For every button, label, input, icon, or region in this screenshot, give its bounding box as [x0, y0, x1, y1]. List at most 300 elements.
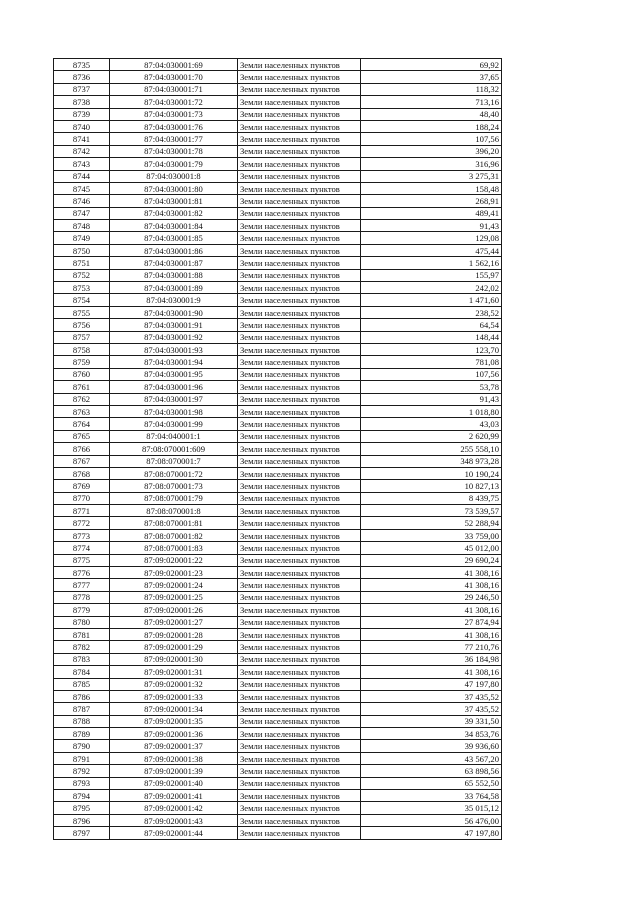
cadastral-number-cell: 87:09:020001:44	[110, 827, 238, 839]
cadastral-number-cell: 87:09:020001:40	[110, 777, 238, 789]
cadastral-value-cell: 69,92	[361, 59, 502, 71]
land-category-cell: Земли населенных пунктов	[238, 641, 361, 653]
cadastral-number-cell: 87:04:030001:72	[110, 96, 238, 108]
land-category-cell: Земли населенных пунктов	[238, 207, 361, 219]
row-number-cell: 8779	[54, 604, 110, 616]
cadastral-value-cell: 64,54	[361, 319, 502, 331]
table-row	[54, 381, 502, 393]
land-category-cell: Земли населенных пунктов	[238, 790, 361, 802]
row-number-cell: 8753	[54, 282, 110, 294]
land-category-cell: Земли населенных пунктов	[238, 616, 361, 628]
table-row	[54, 368, 502, 380]
cadastral-value-cell: 781,08	[361, 356, 502, 368]
cadastral-number-cell: 87:04:030001:98	[110, 405, 238, 417]
cadastral-value-cell: 188,24	[361, 120, 502, 132]
row-number-cell: 8746	[54, 195, 110, 207]
cadastral-number-cell: 87:09:020001:43	[110, 814, 238, 826]
cadastral-number-cell: 87:04:030001:96	[110, 381, 238, 393]
land-category-cell: Земли населенных пунктов	[238, 393, 361, 405]
cadastral-number-cell: 87:09:020001:41	[110, 790, 238, 802]
land-category-cell: Земли населенных пунктов	[238, 628, 361, 640]
table-row	[54, 591, 502, 603]
cadastral-value-cell: 48,40	[361, 108, 502, 120]
cadastral-value-cell: 36 184,98	[361, 653, 502, 665]
row-number-cell: 8749	[54, 232, 110, 244]
cadastral-value-cell: 41 308,16	[361, 666, 502, 678]
cadastral-value-cell: 52 288,94	[361, 517, 502, 529]
cadastral-value-cell: 65 552,50	[361, 777, 502, 789]
row-number-cell: 8751	[54, 257, 110, 269]
cadastral-value-cell: 316,96	[361, 158, 502, 170]
table-body	[54, 59, 502, 840]
table-row	[54, 331, 502, 343]
land-category-cell: Земли населенных пунктов	[238, 690, 361, 702]
table-row	[54, 170, 502, 182]
table-row	[54, 492, 502, 504]
land-category-cell: Земли населенных пунктов	[238, 455, 361, 467]
table-row	[54, 777, 502, 789]
land-category-cell: Земли населенных пунктов	[238, 443, 361, 455]
row-number-cell: 8760	[54, 368, 110, 380]
cadastral-value-cell: 1 471,60	[361, 294, 502, 306]
cadastral-value-cell: 255 558,10	[361, 443, 502, 455]
table-row	[54, 814, 502, 826]
land-category-cell: Земли населенных пунктов	[238, 195, 361, 207]
cadastral-number-cell: 87:04:030001:73	[110, 108, 238, 120]
table-row	[54, 480, 502, 492]
land-category-cell: Земли населенных пунктов	[238, 368, 361, 380]
land-category-cell: Земли населенных пунктов	[238, 170, 361, 182]
row-number-cell: 8765	[54, 430, 110, 442]
table-row	[54, 244, 502, 256]
cadastral-number-cell: 87:09:020001:24	[110, 579, 238, 591]
land-category-cell: Земли населенных пунктов	[238, 579, 361, 591]
row-number-cell: 8770	[54, 492, 110, 504]
cadastral-value-cell: 41 308,16	[361, 604, 502, 616]
land-category-cell: Земли населенных пунктов	[238, 71, 361, 83]
cadastral-value-cell: 47 197,80	[361, 827, 502, 839]
cadastral-value-cell: 33 764,58	[361, 790, 502, 802]
row-number-cell: 8781	[54, 628, 110, 640]
cadastral-value-cell: 41 308,16	[361, 567, 502, 579]
cadastral-number-cell: 87:09:020001:37	[110, 740, 238, 752]
cadastral-value-cell: 2 620,99	[361, 430, 502, 442]
table-row	[54, 827, 502, 839]
cadastral-value-cell: 158,48	[361, 182, 502, 194]
land-category-cell: Земли населенных пунктов	[238, 678, 361, 690]
table-row	[54, 443, 502, 455]
table-row	[54, 678, 502, 690]
cadastral-value-cell: 41 308,16	[361, 579, 502, 591]
cadastral-value-cell: 1 562,16	[361, 257, 502, 269]
cadastral-number-cell: 87:04:040001:1	[110, 430, 238, 442]
row-number-cell: 8745	[54, 182, 110, 194]
cadastral-number-cell: 87:04:030001:69	[110, 59, 238, 71]
land-category-cell: Земли населенных пунктов	[238, 83, 361, 95]
cadastral-value-cell: 37,65	[361, 71, 502, 83]
table-row	[54, 529, 502, 541]
cadastral-number-cell: 87:04:030001:76	[110, 120, 238, 132]
table-row	[54, 71, 502, 83]
land-category-cell: Земли населенных пунктов	[238, 381, 361, 393]
cadastral-number-cell: 87:09:020001:38	[110, 752, 238, 764]
land-category-cell: Земли населенных пунктов	[238, 145, 361, 157]
row-number-cell: 8761	[54, 381, 110, 393]
row-number-cell: 8780	[54, 616, 110, 628]
cadastral-value-cell: 238,52	[361, 306, 502, 318]
table-row	[54, 257, 502, 269]
cadastral-value-cell: 10 190,24	[361, 467, 502, 479]
cadastral-value-cell: 348 973,28	[361, 455, 502, 467]
cadastral-number-cell: 87:08:070001:7	[110, 455, 238, 467]
cadastral-number-cell: 87:04:030001:99	[110, 418, 238, 430]
row-number-cell: 8759	[54, 356, 110, 368]
row-number-cell: 8786	[54, 690, 110, 702]
table-row	[54, 319, 502, 331]
row-number-cell: 8778	[54, 591, 110, 603]
cadastral-value-cell: 3 275,31	[361, 170, 502, 182]
table-row	[54, 690, 502, 702]
cadastral-number-cell: 87:09:020001:35	[110, 715, 238, 727]
cadastral-number-cell: 87:08:070001:82	[110, 529, 238, 541]
land-category-cell: Земли населенных пунктов	[238, 715, 361, 727]
cadastral-value-cell: 47 197,80	[361, 678, 502, 690]
table-row	[54, 703, 502, 715]
land-category-cell: Земли населенных пунктов	[238, 542, 361, 554]
land-category-cell: Земли населенных пунктов	[238, 467, 361, 479]
cadastral-number-cell: 87:04:030001:93	[110, 343, 238, 355]
cadastral-value-cell: 107,56	[361, 368, 502, 380]
cadastral-number-cell: 87:09:020001:33	[110, 690, 238, 702]
land-category-cell: Земли населенных пунктов	[238, 108, 361, 120]
table-row	[54, 653, 502, 665]
land-category-cell: Земли населенных пунктов	[238, 343, 361, 355]
cadastral-value-cell: 118,32	[361, 83, 502, 95]
cadastral-number-cell: 87:04:030001:82	[110, 207, 238, 219]
table-row	[54, 752, 502, 764]
cadastral-value-cell: 8 439,75	[361, 492, 502, 504]
cadastral-number-cell: 87:04:030001:9	[110, 294, 238, 306]
cadastral-number-cell: 87:09:020001:39	[110, 765, 238, 777]
cadastral-number-cell: 87:04:030001:87	[110, 257, 238, 269]
cadastral-number-cell: 87:09:020001:27	[110, 616, 238, 628]
land-category-cell: Земли населенных пунктов	[238, 282, 361, 294]
land-category-cell: Земли населенных пунктов	[238, 777, 361, 789]
land-category-cell: Земли населенных пунктов	[238, 567, 361, 579]
row-number-cell: 8797	[54, 827, 110, 839]
land-category-cell: Земли населенных пунктов	[238, 827, 361, 839]
table-row	[54, 59, 502, 71]
cadastral-value-cell: 268,91	[361, 195, 502, 207]
row-number-cell: 8795	[54, 802, 110, 814]
table-row	[54, 418, 502, 430]
row-number-cell: 8782	[54, 641, 110, 653]
table-row	[54, 195, 502, 207]
row-number-cell: 8771	[54, 505, 110, 517]
row-number-cell: 8738	[54, 96, 110, 108]
row-number-cell: 8743	[54, 158, 110, 170]
land-category-cell: Земли населенных пунктов	[238, 120, 361, 132]
cadastral-number-cell: 87:08:070001:72	[110, 467, 238, 479]
cadastral-number-cell: 87:08:070001:81	[110, 517, 238, 529]
cadastral-value-cell: 396,20	[361, 145, 502, 157]
row-number-cell: 8748	[54, 220, 110, 232]
row-number-cell: 8736	[54, 71, 110, 83]
cadastral-number-cell: 87:04:030001:79	[110, 158, 238, 170]
cadastral-number-cell: 87:04:030001:95	[110, 368, 238, 380]
row-number-cell: 8764	[54, 418, 110, 430]
row-number-cell: 8783	[54, 653, 110, 665]
row-number-cell: 8741	[54, 133, 110, 145]
cadastral-value-cell: 63 898,56	[361, 765, 502, 777]
cadastral-value-table	[53, 58, 502, 840]
table-row	[54, 517, 502, 529]
cadastral-number-cell: 87:04:030001:78	[110, 145, 238, 157]
row-number-cell: 8792	[54, 765, 110, 777]
cadastral-number-cell: 87:09:020001:32	[110, 678, 238, 690]
land-category-cell: Земли населенных пунктов	[238, 269, 361, 281]
table-row	[54, 567, 502, 579]
land-category-cell: Земли населенных пунктов	[238, 220, 361, 232]
cadastral-number-cell: 87:04:030001:92	[110, 331, 238, 343]
cadastral-number-cell: 87:09:020001:30	[110, 653, 238, 665]
row-number-cell: 8742	[54, 145, 110, 157]
cadastral-number-cell: 87:09:020001:34	[110, 703, 238, 715]
cadastral-value-cell: 41 308,16	[361, 628, 502, 640]
row-number-cell: 8766	[54, 443, 110, 455]
table-row	[54, 356, 502, 368]
cadastral-number-cell: 87:04:030001:91	[110, 319, 238, 331]
row-number-cell: 8793	[54, 777, 110, 789]
cadastral-number-cell: 87:09:020001:31	[110, 666, 238, 678]
land-category-cell: Земли населенных пунктов	[238, 331, 361, 343]
land-category-cell: Земли населенных пунктов	[238, 133, 361, 145]
cadastral-number-cell: 87:04:030001:84	[110, 220, 238, 232]
table-row	[54, 430, 502, 442]
land-category-cell: Земли населенных пунктов	[238, 492, 361, 504]
cadastral-value-cell: 489,41	[361, 207, 502, 219]
table-row	[54, 83, 502, 95]
table-row	[54, 604, 502, 616]
table-row	[54, 715, 502, 727]
row-number-cell: 8737	[54, 83, 110, 95]
cadastral-number-cell: 87:09:020001:29	[110, 641, 238, 653]
row-number-cell: 8769	[54, 480, 110, 492]
table-row	[54, 666, 502, 678]
row-number-cell: 8752	[54, 269, 110, 281]
cadastral-value-cell: 27 874,94	[361, 616, 502, 628]
row-number-cell: 8757	[54, 331, 110, 343]
land-category-cell: Земли населенных пунктов	[238, 158, 361, 170]
land-category-cell: Земли населенных пунктов	[238, 257, 361, 269]
table-row	[54, 616, 502, 628]
cadastral-number-cell: 87:09:020001:28	[110, 628, 238, 640]
cadastral-value-cell: 37 435,52	[361, 690, 502, 702]
land-category-cell: Земли населенных пунктов	[238, 182, 361, 194]
land-category-cell: Земли населенных пунктов	[238, 703, 361, 715]
cadastral-number-cell: 87:04:030001:8	[110, 170, 238, 182]
cadastral-value-cell: 29 246,50	[361, 591, 502, 603]
row-number-cell: 8773	[54, 529, 110, 541]
table-row	[54, 579, 502, 591]
cadastral-number-cell: 87:04:030001:88	[110, 269, 238, 281]
cadastral-number-cell: 87:04:030001:85	[110, 232, 238, 244]
land-category-cell: Земли населенных пунктов	[238, 752, 361, 764]
row-number-cell: 8763	[54, 405, 110, 417]
land-category-cell: Земли населенных пунктов	[238, 244, 361, 256]
cadastral-number-cell: 87:09:020001:26	[110, 604, 238, 616]
land-category-cell: Земли населенных пунктов	[238, 319, 361, 331]
row-number-cell: 8796	[54, 814, 110, 826]
cadastral-number-cell: 87:08:070001:73	[110, 480, 238, 492]
row-number-cell: 8740	[54, 120, 110, 132]
table-row	[54, 145, 502, 157]
row-number-cell: 8758	[54, 343, 110, 355]
table-row	[54, 505, 502, 517]
cadastral-value-cell: 475,44	[361, 244, 502, 256]
row-number-cell: 8772	[54, 517, 110, 529]
cadastral-number-cell: 87:08:070001:83	[110, 542, 238, 554]
cadastral-value-cell: 53,78	[361, 381, 502, 393]
table-row	[54, 133, 502, 145]
row-number-cell: 8744	[54, 170, 110, 182]
table-row	[54, 393, 502, 405]
cadastral-value-cell: 129,08	[361, 232, 502, 244]
row-number-cell: 8747	[54, 207, 110, 219]
table-row	[54, 405, 502, 417]
cadastral-number-cell: 87:08:070001:609	[110, 443, 238, 455]
table-row	[54, 455, 502, 467]
row-number-cell: 8762	[54, 393, 110, 405]
land-category-cell: Земли населенных пунктов	[238, 505, 361, 517]
table-row	[54, 740, 502, 752]
cadastral-value-cell: 123,70	[361, 343, 502, 355]
table-row	[54, 232, 502, 244]
cadastral-number-cell: 87:04:030001:89	[110, 282, 238, 294]
cadastral-value-cell: 35 015,12	[361, 802, 502, 814]
land-category-cell: Земли населенных пунктов	[238, 59, 361, 71]
cadastral-number-cell: 87:04:030001:86	[110, 244, 238, 256]
table-row	[54, 641, 502, 653]
cadastral-number-cell: 87:04:030001:81	[110, 195, 238, 207]
cadastral-value-cell: 45 012,00	[361, 542, 502, 554]
row-number-cell: 8787	[54, 703, 110, 715]
cadastral-number-cell: 87:09:020001:23	[110, 567, 238, 579]
cadastral-number-cell: 87:04:030001:70	[110, 71, 238, 83]
table-row	[54, 108, 502, 120]
row-number-cell: 8789	[54, 728, 110, 740]
table-row	[54, 802, 502, 814]
row-number-cell: 8785	[54, 678, 110, 690]
land-category-cell: Земли населенных пунктов	[238, 591, 361, 603]
cadastral-number-cell: 87:04:030001:94	[110, 356, 238, 368]
cadastral-value-cell: 33 759,00	[361, 529, 502, 541]
land-category-cell: Земли населенных пунктов	[238, 480, 361, 492]
land-category-cell: Земли населенных пунктов	[238, 765, 361, 777]
row-number-cell: 8755	[54, 306, 110, 318]
table-row	[54, 220, 502, 232]
table-row	[54, 282, 502, 294]
table-row	[54, 269, 502, 281]
table-row	[54, 542, 502, 554]
table-row	[54, 306, 502, 318]
land-category-cell: Земли населенных пунктов	[238, 405, 361, 417]
table-row	[54, 96, 502, 108]
land-category-cell: Земли населенных пунктов	[238, 517, 361, 529]
cadastral-value-cell: 34 853,76	[361, 728, 502, 740]
row-number-cell: 8756	[54, 319, 110, 331]
cadastral-value-cell: 91,43	[361, 220, 502, 232]
row-number-cell: 8754	[54, 294, 110, 306]
cadastral-value-cell: 155,97	[361, 269, 502, 281]
cadastral-number-cell: 87:08:070001:79	[110, 492, 238, 504]
cadastral-value-cell: 242,02	[361, 282, 502, 294]
cadastral-value-cell: 77 210,76	[361, 641, 502, 653]
land-category-cell: Земли населенных пунктов	[238, 430, 361, 442]
land-category-cell: Земли населенных пунктов	[238, 802, 361, 814]
table-row	[54, 554, 502, 566]
land-category-cell: Земли населенных пунктов	[238, 604, 361, 616]
land-category-cell: Земли населенных пунктов	[238, 356, 361, 368]
cadastral-value-cell: 43 567,20	[361, 752, 502, 764]
cadastral-number-cell: 87:04:030001:71	[110, 83, 238, 95]
cadastral-value-cell: 43,03	[361, 418, 502, 430]
table-row	[54, 765, 502, 777]
table-row	[54, 158, 502, 170]
table-row	[54, 343, 502, 355]
row-number-cell: 8788	[54, 715, 110, 727]
row-number-cell: 8784	[54, 666, 110, 678]
land-category-cell: Земли населенных пунктов	[238, 306, 361, 318]
land-category-cell: Земли населенных пунктов	[238, 96, 361, 108]
cadastral-number-cell: 87:04:030001:90	[110, 306, 238, 318]
cadastral-number-cell: 87:08:070001:8	[110, 505, 238, 517]
row-number-cell: 8791	[54, 752, 110, 764]
cadastral-number-cell: 87:04:030001:77	[110, 133, 238, 145]
table-row	[54, 120, 502, 132]
table-row	[54, 790, 502, 802]
row-number-cell: 8776	[54, 567, 110, 579]
cadastral-value-cell: 148,44	[361, 331, 502, 343]
cadastral-value-cell: 107,56	[361, 133, 502, 145]
cadastral-value-cell: 56 476,00	[361, 814, 502, 826]
table-row	[54, 294, 502, 306]
row-number-cell: 8774	[54, 542, 110, 554]
land-category-cell: Земли населенных пунктов	[238, 529, 361, 541]
cadastral-value-cell: 73 539,57	[361, 505, 502, 517]
land-category-cell: Земли населенных пунктов	[238, 740, 361, 752]
cadastral-number-cell: 87:04:030001:80	[110, 182, 238, 194]
table-row	[54, 182, 502, 194]
cadastral-value-cell: 29 690,24	[361, 554, 502, 566]
land-category-cell: Земли населенных пунктов	[238, 232, 361, 244]
cadastral-value-cell: 1 018,80	[361, 405, 502, 417]
land-category-cell: Земли населенных пунктов	[238, 814, 361, 826]
row-number-cell: 8750	[54, 244, 110, 256]
row-number-cell: 8790	[54, 740, 110, 752]
table-row	[54, 728, 502, 740]
cadastral-number-cell: 87:09:020001:25	[110, 591, 238, 603]
land-category-cell: Земли населенных пунктов	[238, 666, 361, 678]
cadastral-value-cell: 10 827,13	[361, 480, 502, 492]
cadastral-value-cell: 713,16	[361, 96, 502, 108]
cadastral-number-cell: 87:09:020001:36	[110, 728, 238, 740]
row-number-cell: 8768	[54, 467, 110, 479]
row-number-cell: 8767	[54, 455, 110, 467]
land-category-cell: Земли населенных пунктов	[238, 728, 361, 740]
cadastral-number-cell: 87:09:020001:22	[110, 554, 238, 566]
row-number-cell: 8739	[54, 108, 110, 120]
